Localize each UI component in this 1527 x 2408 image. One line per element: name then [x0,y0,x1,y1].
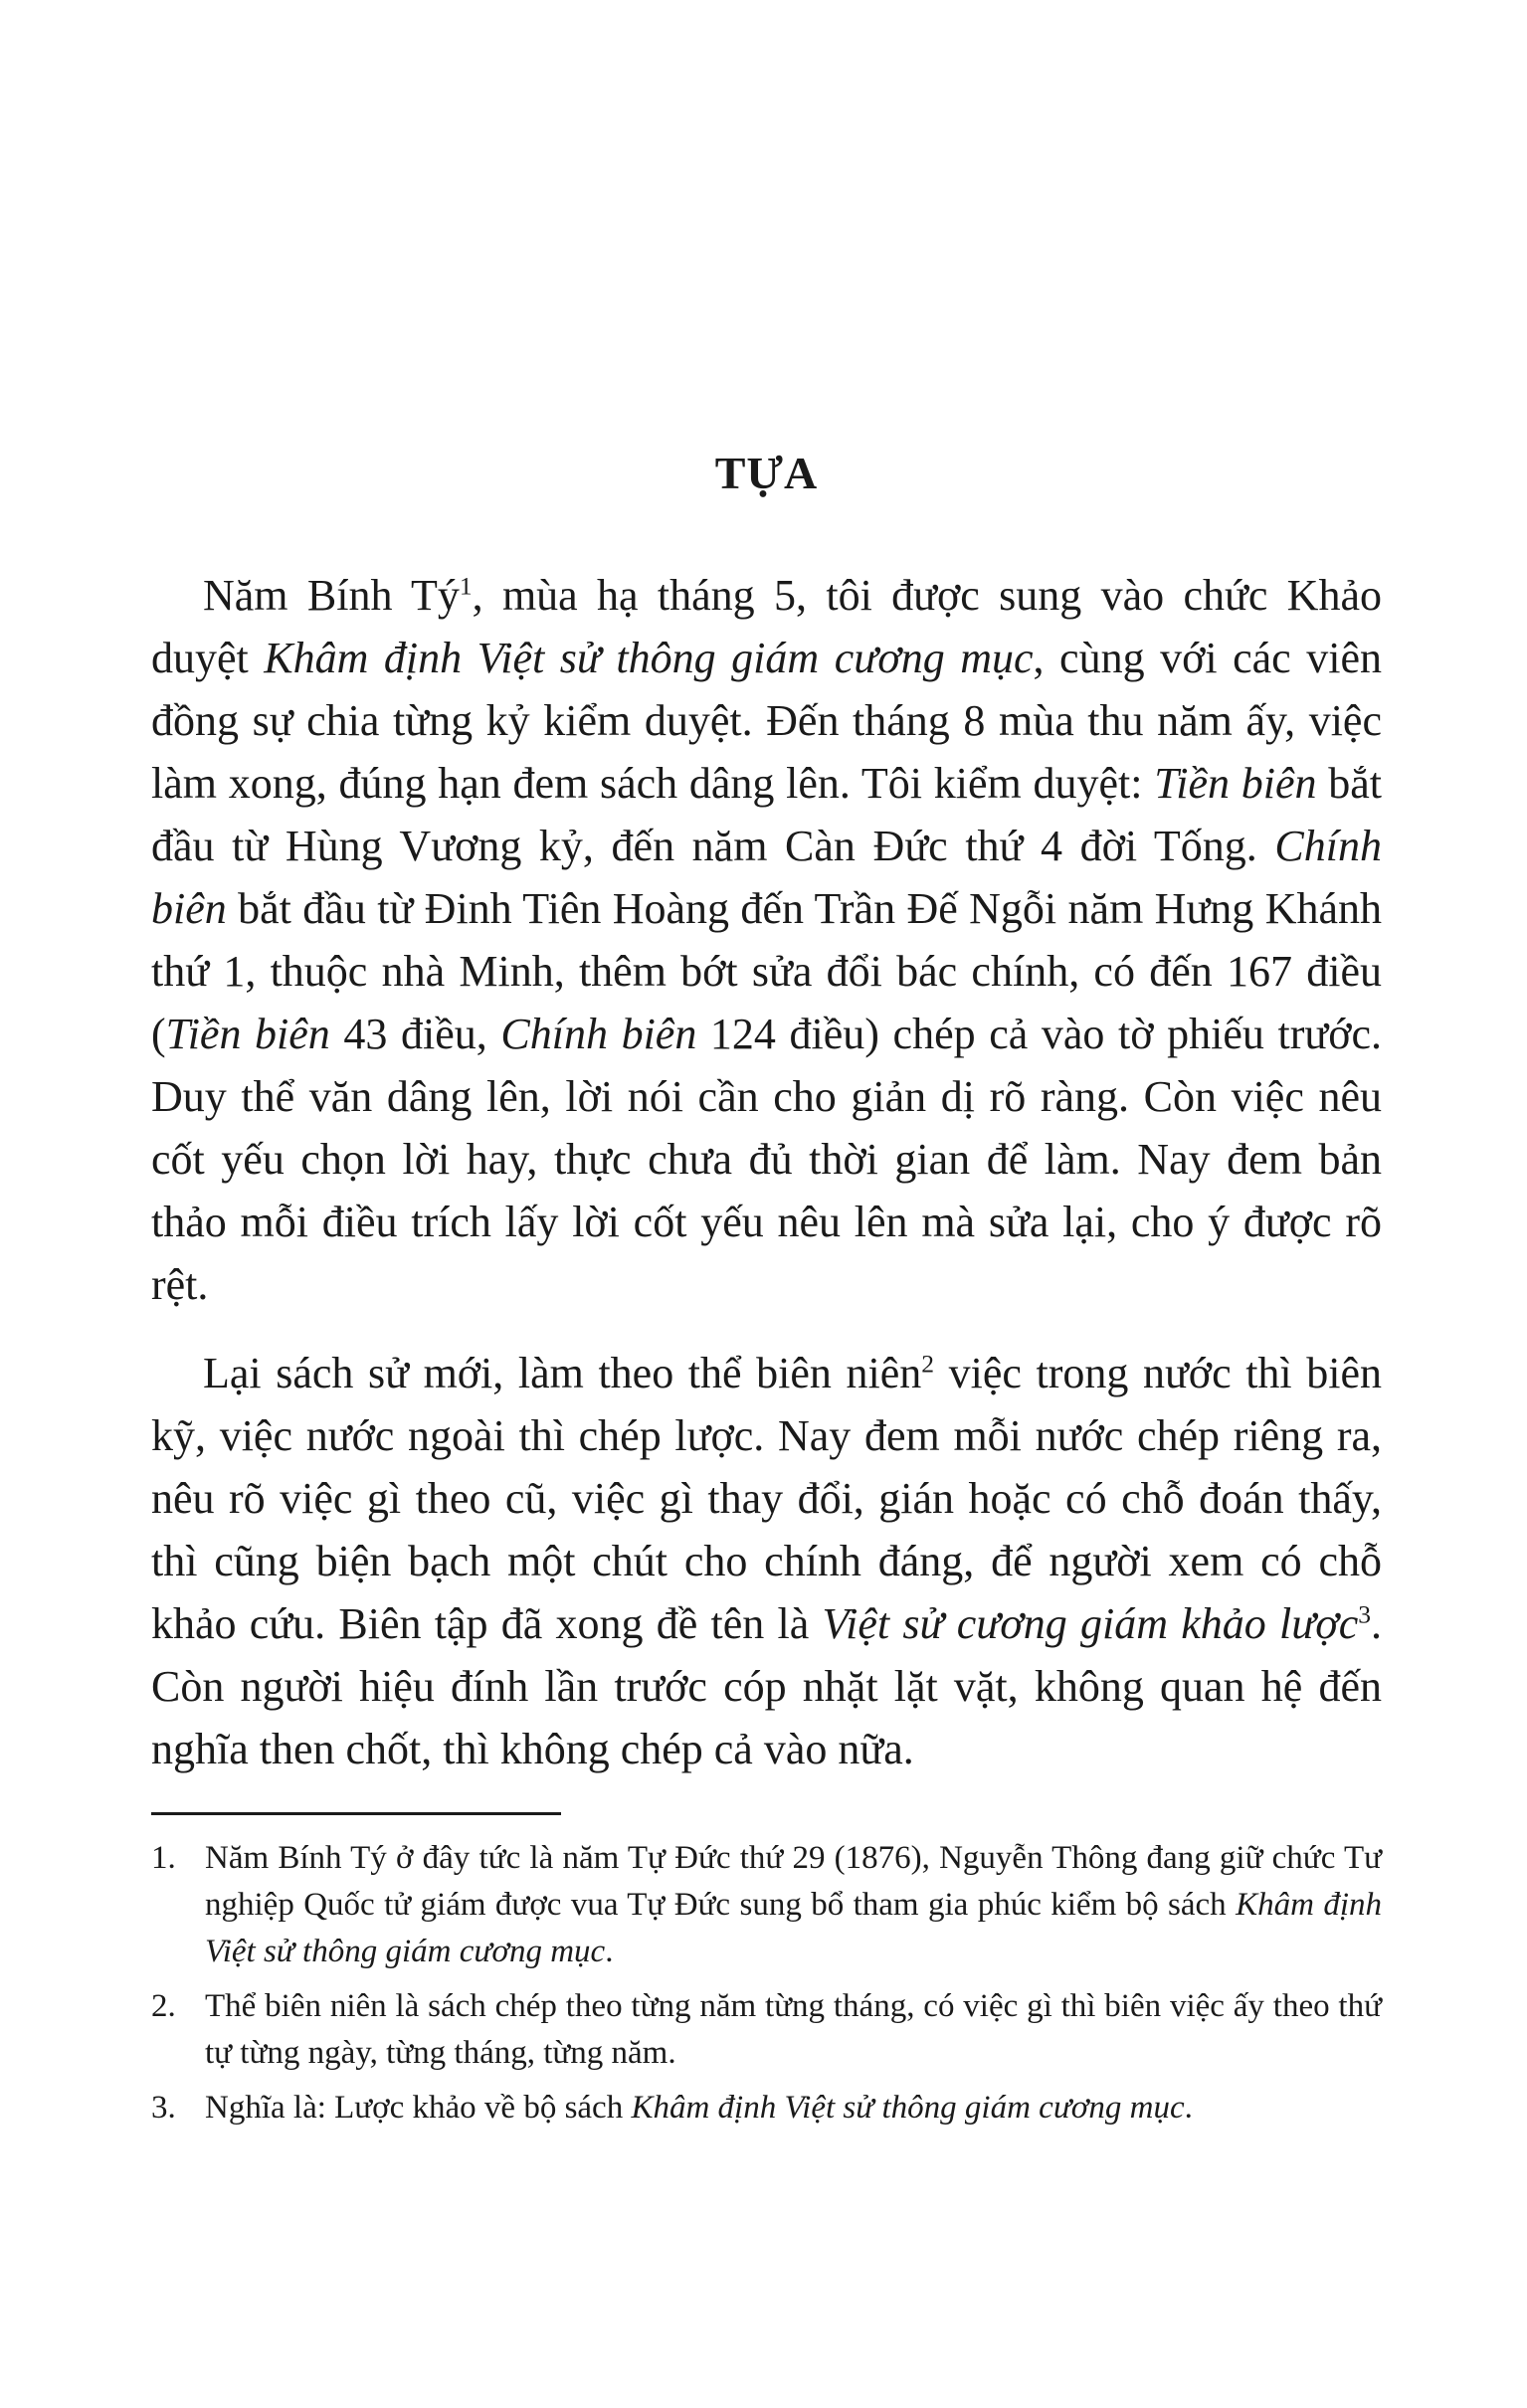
footnote-marker: 3. [151,2090,176,2127]
footnotes-section [151,1835,1382,2131]
footnote-1 [151,1835,1382,1975]
page-title: TỰA [714,448,819,498]
footnote-text: Thể biên niên là sách chép theo từng năm từng tháng, có việc gì thì biên việc ấy theo thứ tự từng ngày, từng tháng, từng năm. [205,1988,1382,2072]
footnote-divider [151,1812,561,1815]
footnote-3 [151,2085,1382,2131]
footnote-text: Nghĩa là: Lược khảo về bộ sách Khâm định Việt sử thông giám cương mục. [205,2090,1193,2127]
footnote-marker: 1. [151,1840,176,1877]
footnote-text: Năm Bính Tý ở đây tức là năm Tự Đức thứ 29 (1876), Nguyễn Thông đang giữ chức Tư nghiệp Quốc tử giám được vua Tự Đức sung bổ tham gia phúc kiểm bộ sách Khâm định Việt sử thông giám cương mục. [205,1840,1383,1970]
footnote-marker: 2. [151,1988,176,2025]
preface-paragraph-2: Lại sách sử mới, làm theo thể biên niên$^2$ việc trong nước thì biên kỹ, việc nước ngoài thì chép lược. Nay đem mỗi nước chép riêng ra, nêu rõ việc gì theo cũ, việc gì thay đổi, gián hoặc có chỗ đoán thấy, thì cũng biện bạch một chút cho chính đáng, để người xem có chỗ khảo cứu. Biên tập đã xong đề tên là Việt sử cương giám khảo lược$^3$. Còn người hiệu đính lần trước cóp nhặt lặt vặt, không quan hệ đến nghĩa then chốt, thì không chép cả vào nữa. [151,1349,1383,1774]
preface-paragraph-1: Năm Bính $Tý^1$, mùa hạ tháng 5, tôi được sung vào chức Khảo duyệt Khâm định Việt sử thông giám cương mục, cùng với các viên đồng sự chia từng kỷ kiểm duyệt. Đến tháng 8 mùa thu năm ấy, việc làm xong, đúng hạn đem sách dâng lên. Tôi kiểm duyệt: Tiền biên bắt đầu từ Hùng Vương kỷ, đến năm Càn Đức thứ 4 đời Tống. Chính biên bắt đầu từ Đinh Tiên Hoàng đến Trần Đế Ngỗi năm Hưng Khánh thứ 1, thuộc nhà Minh, thêm bớt sửa đổi bác chính, có đến 167 điều (Tiền biên 43 điều, Chính biên 124 điều) chép cả vào tờ phiếu trước. Duy thể văn dâng lên, lời nói cần cho giản dị rõ ràng. Còn việc nêu cốt yếu chọn lời hay, thực chưa đủ thời gian để làm. Nay đem bản thảo mỗi điều trích lấy lời cốt yếu nêu lên mà sửa lại, cho ý được rõ rệt. [151,571,1382,1310]
footnote-2 [151,1983,1382,2077]
